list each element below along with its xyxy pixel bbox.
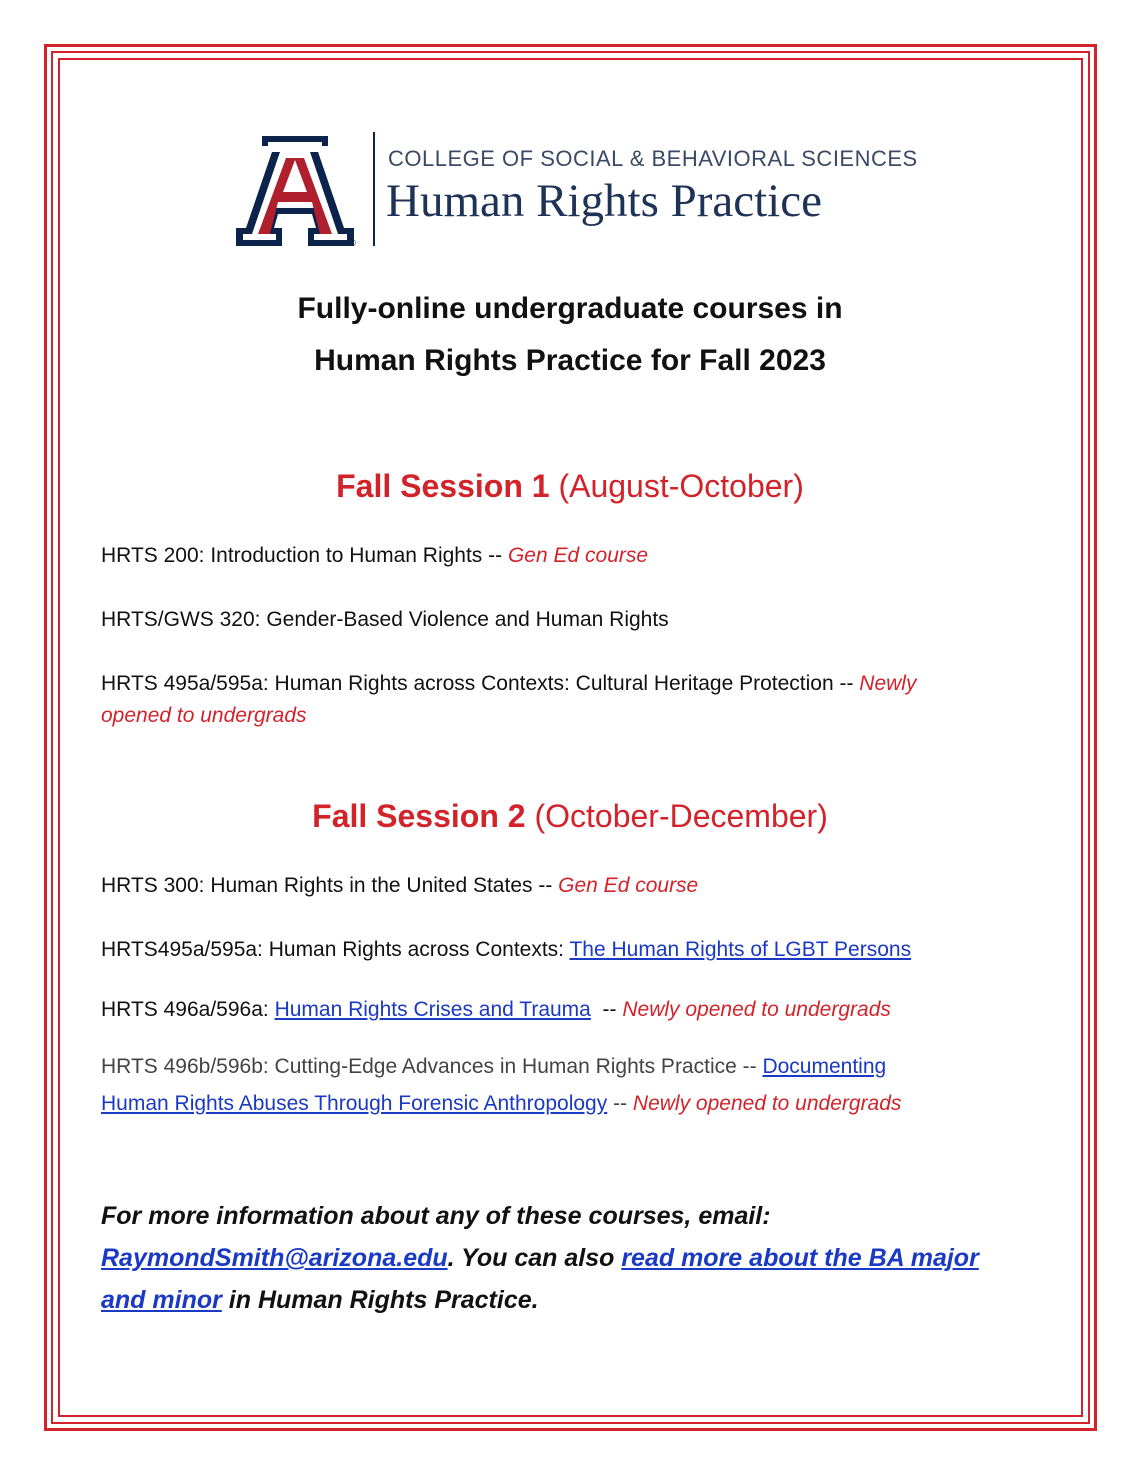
course-text: HRTS 200: Introduction to Human Rights -- — [101, 544, 508, 567]
session-1-heading — [0, 468, 1140, 505]
course-text: HRTS 496b/596b: Cutting-Edge Advances in Human Rights Practice -- — [101, 1055, 763, 1078]
course-note: Newly opened to undergrads — [622, 998, 891, 1021]
course-note: Newly — [859, 672, 917, 695]
session-2-dates: (October-December) — [534, 798, 828, 834]
email-link[interactable]: RaymondSmith@arizona.edu — [101, 1244, 448, 1272]
page-title-line-1: Fully-online undergraduate courses in — [297, 292, 843, 325]
arizona-a-logo-icon — [228, 136, 362, 248]
course-note: Newly opened to undergrads — [632, 1092, 902, 1115]
course-hrts-496a — [101, 994, 1031, 1026]
contact-info — [101, 1195, 1031, 1321]
forensic-course-link[interactable]: Documenting — [762, 1055, 887, 1078]
college-logo — [228, 130, 918, 250]
course-note: Gen Ed course — [507, 544, 649, 567]
course-separator: -- — [607, 1092, 633, 1115]
ba-major-link-cont[interactable]: and minor — [101, 1286, 222, 1314]
crises-trauma-course-link[interactable]: Human Rights Crises and Trauma — [274, 998, 591, 1021]
session-2-heading — [0, 798, 1140, 835]
svg-text:®: ® — [348, 239, 357, 248]
logo-divider — [373, 132, 375, 246]
course-hrts-300 — [101, 870, 1031, 902]
course-hrts-gws-320 — [101, 604, 1031, 636]
program-name: Human Rights Practice — [386, 175, 822, 227]
course-hrts-495a-lgbt — [101, 934, 1031, 966]
course-text: HRTS495a/595a: Human Rights across Contexts: — [101, 938, 570, 961]
course-hrts-496b — [101, 1048, 1031, 1122]
course-note: Gen Ed course — [558, 874, 699, 897]
forensic-course-link-cont[interactable]: Human Rights Abuses Through Forensic Anthropology — [101, 1092, 608, 1115]
ba-major-link[interactable]: read more about the BA major — [621, 1244, 979, 1272]
footer-mid: . You can also — [447, 1244, 622, 1272]
session-1-dates: (August-October) — [558, 468, 804, 504]
session-2-name: Fall Session 2 — [312, 798, 526, 834]
course-note-cont: opened to undergrads — [101, 704, 307, 727]
page-title-line-2: Human Rights Practice for Fall 2023 — [314, 344, 826, 377]
course-text: HRTS 495a/595a: Human Rights across Contexts: Cultural Heritage Protection -- — [101, 672, 860, 695]
course-text: HRTS/GWS 320: Gender-Based Violence and Human Rights — [101, 608, 669, 631]
course-hrts-495a-heritage — [101, 668, 1031, 732]
footer-end: in Human Rights Practice. — [221, 1286, 539, 1314]
session-1-name: Fall Session 1 — [336, 468, 550, 504]
course-hrts-200 — [101, 540, 1031, 572]
course-separator: -- — [590, 998, 623, 1021]
lgbt-course-link[interactable]: The Human Rights of LGBT Persons — [569, 938, 912, 961]
course-text: HRTS 496a/596a: — [101, 998, 275, 1021]
course-text: HRTS 300: Human Rights in the United States -- — [101, 874, 559, 897]
footer-intro: For more information about any of these courses, email: — [101, 1202, 771, 1230]
college-name: COLLEGE OF SOCIAL & BEHAVIORAL SCIENCES — [388, 146, 918, 171]
